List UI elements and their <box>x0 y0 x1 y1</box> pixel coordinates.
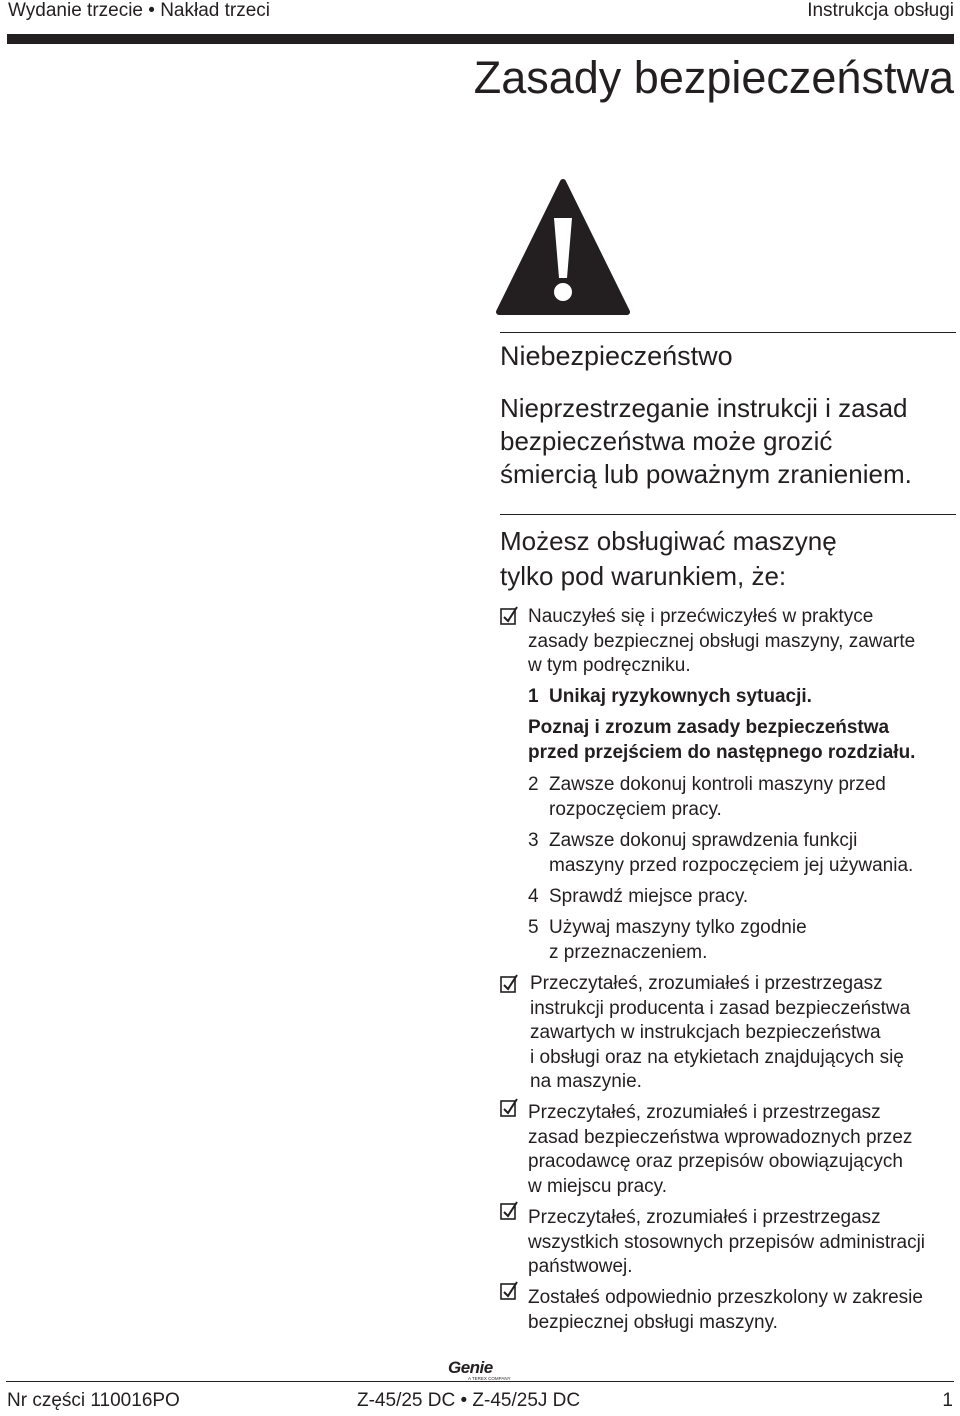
rule-item <box>528 829 913 878</box>
item-line: Zostałeś odpowiednio przeszkolony w zakresie <box>528 1287 923 1308</box>
rule-item <box>528 685 812 710</box>
rule-note-line: przed przejściem do następnego rozdziału. <box>528 741 916 763</box>
item-line: Przeczytałeś, zrozumiałeś i przestrzegasz <box>530 973 883 994</box>
header-edition: Wydanie trzecie • Nakład trzeci <box>8 0 271 21</box>
rule-number: 4 <box>528 886 539 907</box>
footer-rule <box>6 1381 954 1382</box>
warning-triangle-icon <box>496 178 630 316</box>
header-rule <box>7 34 954 44</box>
conditions-heading-line: tylko pod warunkiem, że: <box>500 561 787 591</box>
item-line: pracodawcę oraz przepisów obowiązujących <box>528 1151 903 1172</box>
item-line: Przeczytałeś, zrozumiałeś i przestrzegasz <box>528 1102 881 1123</box>
item-line: zawartych w instrukcjach bezpieczeństwa <box>530 1022 881 1043</box>
item-line: w miejscu pracy. <box>528 1175 668 1197</box>
condition-item <box>530 972 910 1095</box>
condition-item <box>528 1101 912 1199</box>
item-line: instrukcji producenta i zasad bezpieczeństwa <box>530 997 911 1019</box>
danger-line: śmiercią lub poważnym zranieniem. <box>500 459 912 489</box>
rule-text: Zawsze dokonuj kontroli maszyny przed <box>549 774 886 795</box>
condition-item <box>528 1286 923 1335</box>
checkbox-checked-icon <box>500 974 520 994</box>
rule-number: 3 <box>528 830 539 851</box>
rule-number: 5 <box>528 917 539 938</box>
danger-text <box>500 392 955 491</box>
rule-text: Unikaj ryzykownych sytuacji. <box>549 686 812 707</box>
svg-text:Genie: Genie <box>448 1358 493 1377</box>
danger-line: bezpieczeństwa może grozić <box>500 426 833 456</box>
rule-text: z przeznaczeniem. <box>549 941 708 963</box>
svg-text:A TEREX COMPANY: A TEREX COMPANY <box>468 1376 511 1381</box>
rule-item <box>528 885 748 910</box>
genie-logo <box>446 1358 518 1381</box>
page-number: 1 <box>942 1390 953 1411</box>
page-title: Zasady bezpieczeństwa <box>473 52 954 103</box>
item-line: na maszynie. <box>530 1071 642 1092</box>
item-line: państwowej. <box>528 1256 633 1277</box>
danger-rule <box>500 332 956 333</box>
item-line: Nauczyłeś się i przećwiczyłeś w praktyce <box>528 606 874 627</box>
danger-line: Nieprzestrzeganie instrukcji i zasad <box>500 393 908 423</box>
rule-text: Zawsze dokonuj sprawdzenia funkcji <box>549 830 858 851</box>
item-line: bezpiecznej obsługi maszyny. <box>528 1311 778 1333</box>
checkbox-checked-icon <box>500 1098 520 1118</box>
header-manual-type: Instrukcja obsługi <box>807 0 954 21</box>
rule-text: maszyny przed rozpoczęciem jej używania. <box>549 854 914 876</box>
item-line: zasady bezpiecznej obsługi maszyny, zawarte <box>528 630 916 652</box>
item-line: w tym podręczniku. <box>528 655 691 676</box>
item-line: Przeczytałeś, zrozumiałeś i przestrzegasz <box>528 1207 881 1228</box>
footer-part-number: Nr części 110016PO <box>7 1390 180 1411</box>
item-line: zasad bezpieczeństwa wprowadoznych przez <box>528 1126 913 1148</box>
rule-number: 1 <box>528 686 539 707</box>
danger-heading: Niebezpieczeństwo <box>500 341 733 371</box>
footer-model: Z-45/25 DC • Z-45/25J DC <box>357 1390 581 1411</box>
rule-text: Sprawdź miejsce pracy. <box>549 886 749 907</box>
condition-item <box>528 1206 925 1280</box>
checkbox-checked-icon <box>500 1281 520 1301</box>
rule-note <box>528 716 915 765</box>
item-line: wszystkich stosownych przepisów administracji <box>528 1231 926 1253</box>
item-line: i obsługi oraz na etykietach znajdujących się <box>530 1046 904 1068</box>
conditions-heading-line: Możesz obsługiwać maszynę <box>500 526 837 556</box>
condition-item <box>528 605 915 679</box>
conditions-heading <box>500 524 955 594</box>
rule-text: Używaj maszyny tylko zgodnie <box>549 917 807 938</box>
rule-note-line: Poznaj i zrozum zasady bezpieczeństwa <box>528 717 890 738</box>
rule-number: 2 <box>528 774 539 795</box>
rule-text: rozpoczęciem pracy. <box>549 798 722 820</box>
checkbox-checked-icon <box>500 1201 520 1221</box>
conditions-rule <box>500 514 956 515</box>
checkbox-checked-icon <box>500 606 520 626</box>
rule-item <box>528 916 807 965</box>
rule-item <box>528 773 886 822</box>
